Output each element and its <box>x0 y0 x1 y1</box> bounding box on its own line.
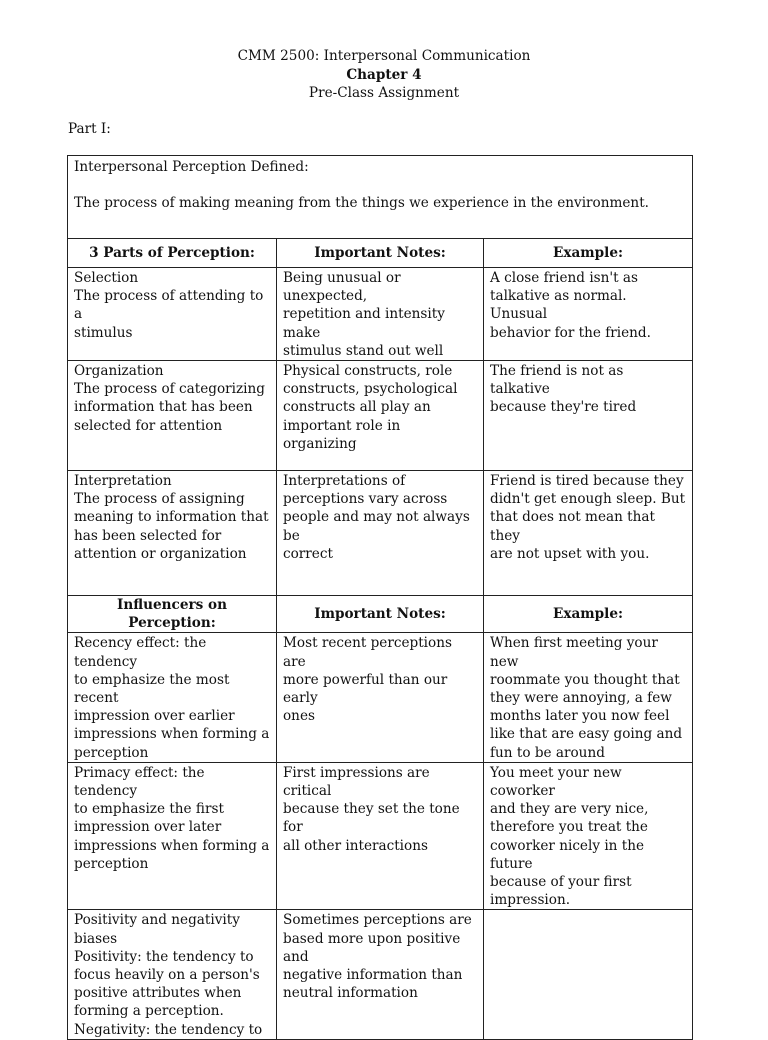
cell-line: Sometimes perceptions are <box>283 912 472 929</box>
cell-line: they were annoying, a few <box>490 690 672 707</box>
cell-line: constructs, psychological <box>283 381 458 398</box>
notes-cell <box>277 268 484 361</box>
cell-line: attention or organization <box>74 545 247 562</box>
cell-line: because of your first <box>490 874 632 891</box>
cell-line: based more upon positive and <box>283 930 461 965</box>
notes-cell <box>277 633 484 762</box>
cell-line: meaning to information that <box>74 509 269 526</box>
cell-line: people and may not always be <box>283 509 470 544</box>
cell-line: The process of assigning <box>74 491 245 508</box>
cell-line: perceptions vary across <box>283 491 448 508</box>
cell-line: are not upset with you. <box>490 545 650 562</box>
table-row <box>68 471 693 596</box>
influencer-header-example: Example: <box>484 596 693 633</box>
influencer-header-term: Influencers on Perception: <box>68 596 277 633</box>
table-row <box>68 633 693 762</box>
assignment-title: Pre-Class Assignment <box>308 85 460 101</box>
cell-line: and they are very nice, <box>490 801 649 818</box>
cell-line: coworker nicely in the future <box>490 837 645 872</box>
cell-line: Most recent perceptions are <box>283 635 452 670</box>
influencer-header-notes: Important Notes: <box>277 596 484 633</box>
table-row <box>68 361 693 471</box>
cell-line: information that has been <box>74 399 253 416</box>
cell-line: positive attributes when <box>74 985 242 1002</box>
cell-line: behavior for the friend. <box>490 324 651 341</box>
example-cell <box>484 762 693 910</box>
cell-line: more powerful than our early <box>283 671 448 707</box>
cell-line: to emphasize the first <box>74 801 224 818</box>
part-label: Part I: <box>68 121 111 137</box>
parts-header-notes: Important Notes: <box>277 239 484 268</box>
table-row <box>68 762 693 910</box>
cell-line: important role in organizing <box>283 417 401 452</box>
cell-line: therefore you treat the <box>490 819 648 836</box>
cell-line: has been selected for <box>74 527 222 544</box>
cell-line: impressions when forming a <box>74 837 270 854</box>
cell-line: Organization <box>74 363 164 380</box>
cell-line: because they set the tone for <box>283 801 460 836</box>
cell-line: ones <box>283 708 315 725</box>
cell-line: like that are easy going and <box>490 726 683 743</box>
cell-line: to emphasize the most recent <box>74 671 230 707</box>
cell-line: You meet your new coworker <box>490 764 622 800</box>
definition-cell <box>68 156 693 239</box>
cell-line: neutral information <box>283 985 418 1002</box>
cell-line: Being unusual or unexpected, <box>283 270 401 305</box>
cell-line: selected for attention <box>74 417 223 434</box>
cell-line: impressions when forming a <box>74 726 270 743</box>
notes-cell <box>277 910 484 1039</box>
cell-line: The process of attending to a <box>74 288 264 323</box>
example-cell <box>484 268 693 361</box>
cell-line: perception <box>74 744 149 761</box>
cell-line: Positivity and negativity <box>74 912 240 929</box>
cell-line: Physical constructs, role <box>283 363 453 380</box>
parts-header-example: Example: <box>484 239 693 268</box>
cell-line: talkative as normal. Unusual <box>490 288 627 323</box>
cell-line: A close friend isn't as <box>490 270 639 286</box>
cell-line: Interpretations of <box>283 473 406 490</box>
cell-line: stimulus stand out well <box>283 342 444 359</box>
term-cell <box>68 471 277 596</box>
cell-line: because they're tired <box>490 399 637 416</box>
cell-line: impression over earlier <box>74 708 235 725</box>
cell-line: fun to be around <box>490 744 605 761</box>
cell-line: months later you now feel <box>490 708 670 725</box>
example-cell <box>484 633 693 762</box>
cell-line: constructs all play an <box>283 399 431 416</box>
definition-title: Interpersonal Perception Defined: <box>74 159 309 175</box>
cell-line: didn't get enough sleep. But <box>490 491 686 508</box>
example-cell <box>484 361 693 471</box>
cell-line: First impressions are critical <box>283 764 430 800</box>
table-row <box>68 268 693 361</box>
cell-line: When first meeting your new <box>490 635 658 670</box>
cell-line: Negativity: the tendency to <box>74 1021 263 1038</box>
cell-line: Recency effect: the tendency <box>74 635 207 670</box>
notes-cell <box>277 762 484 910</box>
cell-line: correct <box>283 545 333 562</box>
table-row <box>68 910 693 1039</box>
cell-line: The friend is not as talkative <box>490 363 624 398</box>
course-title: CMM 2500: Interpersonal Communication <box>237 48 531 64</box>
cell-line: biases <box>74 930 118 947</box>
cell-line: roommate you thought that <box>490 671 680 688</box>
cell-line: The process of categorizing <box>74 381 265 398</box>
cell-line: repetition and intensity make <box>283 306 445 341</box>
document-header <box>0 47 768 103</box>
notes-cell <box>277 361 484 471</box>
chapter-title: Chapter 4 <box>346 66 422 83</box>
perception-table <box>67 155 693 1040</box>
definition-text: The process of making meaning from the things we experience in the environment. <box>74 195 649 212</box>
parts-header-row <box>68 239 693 268</box>
cell-line: perception <box>74 855 149 872</box>
term-cell <box>68 910 277 1039</box>
notes-cell <box>277 471 484 596</box>
cell-line: Friend is tired because they <box>490 473 684 490</box>
cell-line: forming a perception. <box>74 1003 224 1020</box>
cell-line: all other interactions <box>283 837 428 854</box>
example-cell <box>484 910 693 1039</box>
term-cell <box>68 361 277 471</box>
term-cell <box>68 633 277 762</box>
cell-line: Positivity: the tendency to <box>74 948 254 965</box>
cell-line: Primacy effect: the tendency <box>74 764 205 800</box>
cell-line: that does not mean that they <box>490 509 655 544</box>
cell-line: stimulus <box>74 324 133 341</box>
cell-line: impression. <box>490 892 571 909</box>
parts-header-term: 3 Parts of Perception: <box>68 239 277 268</box>
cell-line: focus heavily on a person's <box>74 967 260 984</box>
cell-line: Interpretation <box>74 473 172 490</box>
cell-line: negative information than <box>283 967 463 984</box>
term-cell <box>68 762 277 910</box>
term-cell <box>68 268 277 361</box>
cell-line: Selection <box>74 270 139 286</box>
cell-line: impression over later <box>74 819 222 836</box>
example-cell <box>484 471 693 596</box>
influencer-header-row <box>68 596 693 633</box>
